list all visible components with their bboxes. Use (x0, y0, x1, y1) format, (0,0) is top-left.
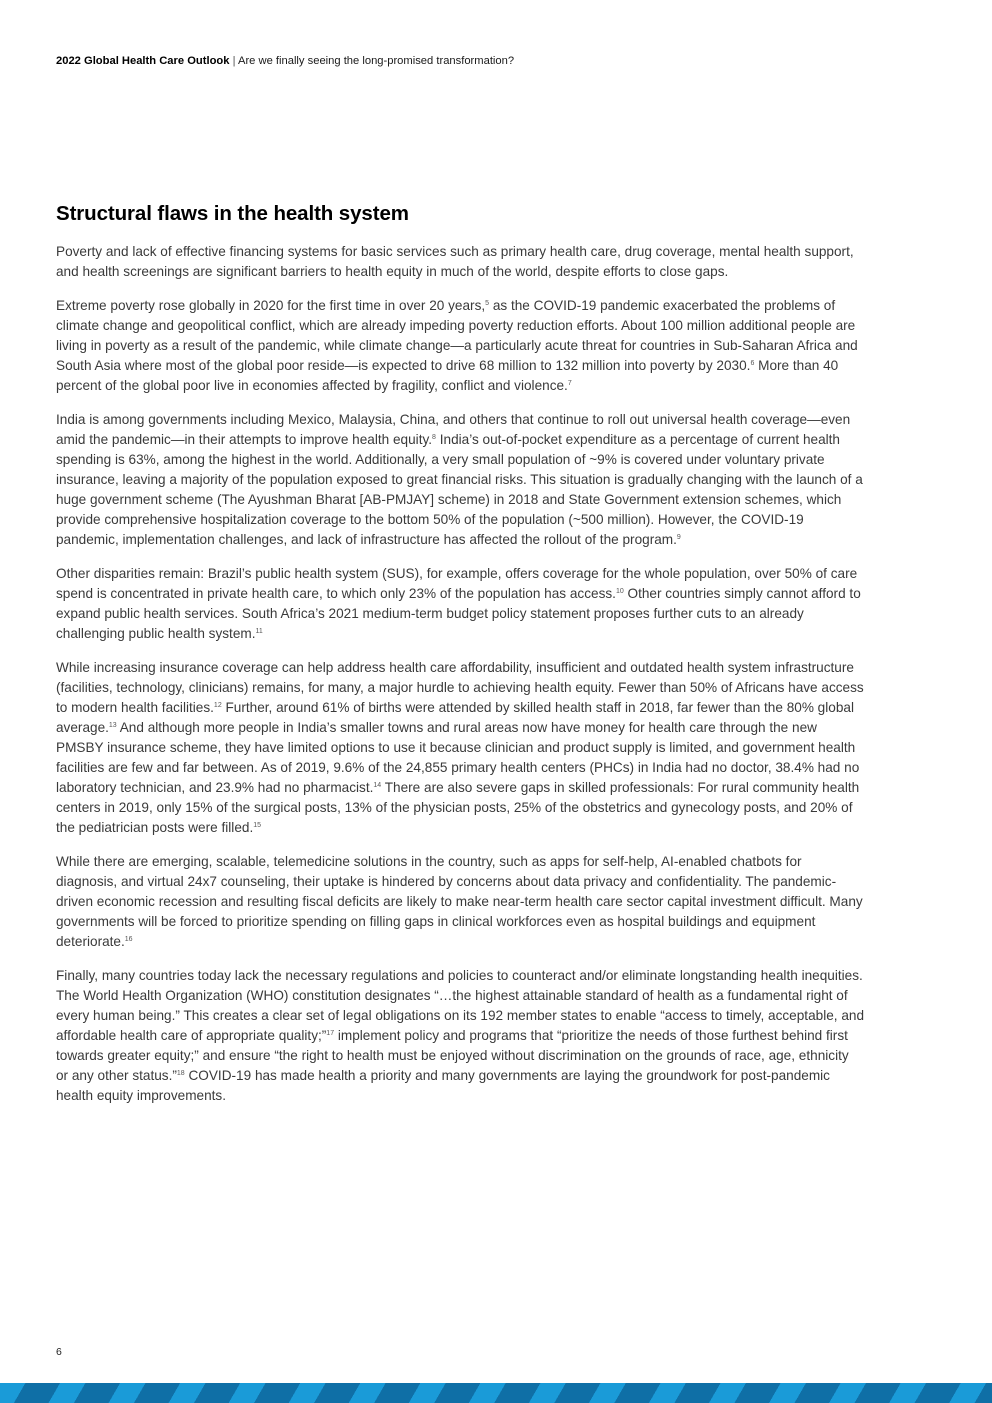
paragraph-text: Extreme poverty rose globally in 2020 for the first time in over 20 years, (56, 298, 486, 313)
body-paragraph (56, 852, 864, 952)
report-title: 2022 Global Health Care Outlook (56, 55, 230, 67)
running-header (56, 53, 936, 69)
footnote-reference: 6 (750, 360, 755, 367)
footnote-reference: 12 (213, 702, 222, 709)
decorative-stripe-band (0, 1383, 992, 1403)
article-section (56, 201, 864, 1120)
footnote-reference: 7 (567, 380, 572, 387)
page-number: 6 (56, 1346, 62, 1358)
footnote-reference: 10 (615, 588, 624, 595)
body-paragraph (56, 242, 864, 282)
footnote-reference: 13 (108, 722, 117, 729)
section-heading: Structural flaws in the health system (56, 202, 409, 225)
footnote-reference: 5 (485, 300, 490, 307)
header-separator: | (232, 55, 236, 67)
report-subtitle: Are we finally seeing the long-promised transformation? (237, 55, 515, 67)
paragraph-text: Poverty and lack of effective financing systems for basic services such as primary health care, drug coverage, mental health support, and health screenings are significant barriers to health equity in much of the world, despite efforts to close gaps. (56, 244, 854, 279)
paragraph-text: Other countries simply cannot afford to expand public health services. South Africa’s 2021 medium-term budget policy statement proposes further cuts to an already challenging public health system. (56, 586, 861, 641)
body-text (56, 242, 864, 1106)
paragraph-text: There are also severe gaps in skilled professionals: For rural community health centers in 2019, only 15% of the surgical posts, 13% of the physician posts, 25% of the obstetrics and gynecology posts, and 20% of the pediatrician posts were filled. (56, 780, 860, 835)
body-paragraph (56, 658, 864, 838)
paragraph-text: While there are emerging, scalable, telemedicine solutions in the country, such as apps for self-help, AI-enabled chatbots for diagnosis, and virtual 24x7 counseling, their uptake is hindered by concerns about data privacy and confidentiality. The pandemic-driven economic recession and resulting fiscal deficits are likely to make near-term health care sector capital investment difficult. Many governments will be forced to prioritize spending on filling gaps in clinical workforces even as hospital buildings and equipment deteriorate. (56, 854, 863, 949)
body-paragraph (56, 966, 864, 1106)
paragraph-text: as the COVID-19 pandemic exacerbated the problems of climate change and geopolitical conflict, which are already impeding poverty reduction efforts. About 100 million additional people are living in poverty as a result of the pandemic, while climate change—a particularly acute threat for countries in Sub-Saharan Africa and South Asia where most of the global poor reside—is expected to drive 68 million to 132 million into poverty by 2030. (56, 298, 858, 373)
footnote-reference: 16 (124, 936, 133, 943)
footnote-reference: 11 (255, 628, 263, 635)
paragraph-text: implement policy and programs that “prioritize the needs of those furthest behind first towards greater equity;” and ensure “the right to health must be enjoyed without discrimination on the grounds of race, age, ethnicity or any other status.” (56, 1028, 849, 1083)
paragraph-text: India’s out-of-pocket expenditure as a percentage of current health spending is 63%, among the highest in the world. Additionally, a very small population of ~9% is covered under voluntary private insurance, leaving a majority of the population exposed to great financial risks. This situation is gradually changing with the launch of a huge government scheme (The Ayushman Bharat [AB-PMJAY] scheme) in 2018 and State Government extension schemes, which provide comprehensive hospitalization coverage to the bottom 50% of the population (~500 million). However, the COVID-19 pandemic, implementation challenges, and lack of infrastructure has affected the rollout of the program. (56, 432, 863, 547)
paragraph-text: COVID-19 has made health a priority and many governments are laying the groundwork for post-pandemic health equity improvements. (56, 1068, 830, 1103)
paragraph-text: Other disparities remain: Brazil’s public health system (SUS), for example, offers coverage for the whole population, over 50% of care spend is concentrated in private health care, to which only 23% of the population has access. (56, 566, 858, 601)
footnote-reference: 18 (176, 1070, 185, 1077)
paragraph-text: More than 40 percent of the global poor live in economies affected by fragility, conflict and violence. (56, 358, 839, 393)
paragraph-text: Finally, many countries today lack the necessary regulations and policies to counteract and/or eliminate longstanding health inequities. The World Health Organization (WHO) constitution designates “…the highest attainable standard of health as a fundamental right of every human being.” This creates a clear set of legal obligations on its 192 member states to enable “access to timely, acceptable, and affordable health care of appropriate quality;” (56, 968, 865, 1043)
paragraph-text: Further, around 61% of births were attended by skilled health staff in 2018, far fewer than the 80% global average. (56, 700, 854, 735)
footnote-reference: 9 (676, 534, 681, 541)
footnote-reference: 15 (253, 822, 262, 829)
paragraph-text: India is among governments including Mexico, Malaysia, China, and others that continue to roll out universal health coverage—even amid the pandemic—in their attempts to improve health equity. (56, 412, 851, 447)
footnote-reference: 17 (326, 1030, 335, 1037)
body-paragraph (56, 410, 864, 550)
footnote-reference: 8 (432, 434, 436, 441)
body-paragraph (56, 564, 864, 644)
body-paragraph (56, 296, 864, 396)
footnote-reference: 14 (373, 782, 382, 789)
paragraph-text: And although more people in India’s smaller towns and rural areas now have money for health care through the new PMSBY insurance scheme, they have limited options to use it because clinician and product supply is limited, and government health facilities are few and far between. As of 2019, 9.6% of the 24,855 primary health centers (PHCs) in India had no doctor, 38.4% had no laboratory technician, and 23.9% had no pharmacist. (56, 720, 860, 795)
paragraph-text: While increasing insurance coverage can help address health care affordability, insufficient and outdated health system infrastructure (facilities, technology, clinicians) remains, for many, a major hurdle to achieving health equity. Fewer than 50% of Africans have access to modern health facilities. (56, 660, 864, 715)
